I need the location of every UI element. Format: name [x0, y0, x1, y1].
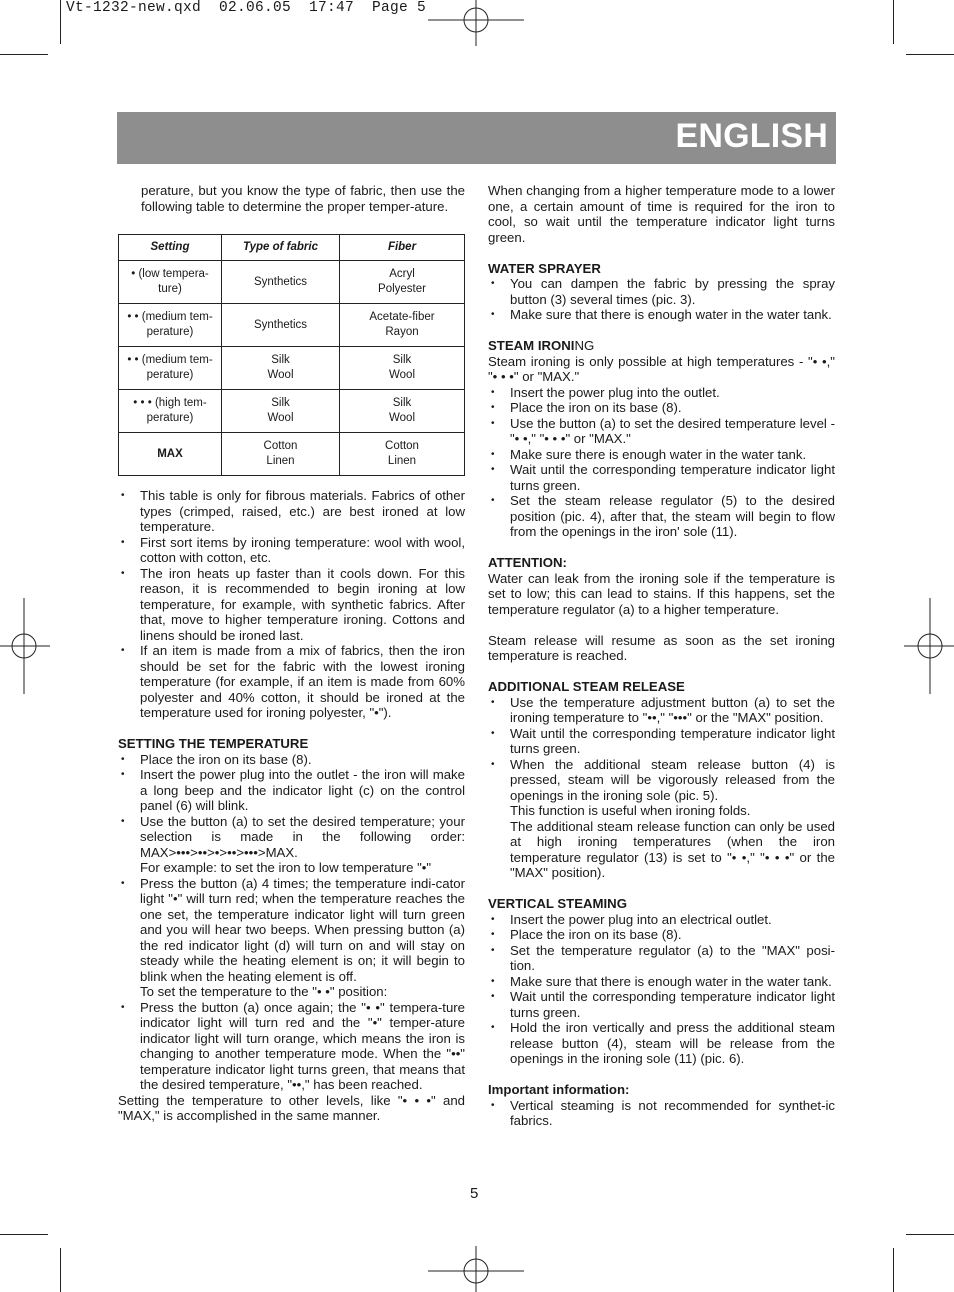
additional-list: [488, 695, 835, 881]
list-item-text: When the additional steam release button (4) is pressed, steam will be vigorously released from the openings in the ironing sole (pic. 5).: [510, 756, 835, 803]
left-intro: perature, but you know the type of fabric, then use the following table to determine the proper temper-ature.: [141, 183, 465, 214]
list-item-note: To set the temperature to the "• •" position:: [140, 984, 388, 999]
registration-mark-left: [0, 598, 50, 694]
list-item: • Hold the iron vertically and press the additional steam release button (4), steam will be release from the openings in the ironing sole (11) (pic. 6).: [488, 1020, 835, 1067]
list-item: • This table is only for fibrous materials. Fabrics of other types (crimped, raised, etc.) are best ironed at low temperature.: [118, 488, 465, 535]
crop-mark: [60, 0, 61, 44]
section-heading: SETTING THE TEMPERATURE: [118, 736, 309, 751]
list-item: • Insert the power plug into an electrical outlet.: [488, 912, 835, 928]
list-item: • Place the iron on its base (8).: [488, 927, 835, 943]
list-item-text: Use the button (a) to set the desired temperature; your selection is made in the following order: MAX>•••>••>•>••>•••>MAX.: [140, 813, 465, 860]
table-cell: Silk Wool: [222, 390, 340, 433]
section-heading: [488, 338, 835, 354]
list-item: • Make sure there is enough water in the water tank.: [488, 447, 835, 463]
table-header: Setting: [119, 235, 222, 261]
steam-intro: Steam ironing is only possible at high temperatures - "• •," "• • •" or "MAX.": [488, 353, 835, 384]
list-item: [488, 757, 835, 881]
crop-mark: [893, 0, 894, 44]
sprayer-list: [488, 276, 835, 323]
list-item-note: This function is useful when ironing folds.: [510, 803, 751, 818]
setting-outro: Setting the temperature to other levels, like "• • •" and "MAX," is accomplished in the same manner.: [118, 1092, 465, 1123]
list-item: • Set the temperature regulator (a) to the "MAX" posi-tion.: [488, 943, 835, 974]
list-item: • Vertical steaming is not recommended for synthet-ic fabrics.: [488, 1098, 835, 1129]
list-item: • Place the iron on its base (8).: [118, 752, 465, 768]
list-item: • Wait until the corresponding temperature indicator light turns green.: [488, 989, 835, 1020]
language-banner: [117, 112, 836, 164]
crop-mark: [906, 1234, 954, 1235]
table-cell: Silk Wool: [340, 347, 465, 390]
table-header-row: [119, 235, 465, 261]
page-number: 5: [470, 1185, 479, 1202]
table-cell: • (low tempera-ture): [119, 261, 222, 304]
crop-mark: [0, 54, 48, 55]
table-cell: Synthetics: [222, 304, 340, 347]
registration-mark-right: [904, 598, 954, 694]
list-item: [118, 876, 465, 1000]
table-cell: Cotton Linen: [340, 433, 465, 476]
list-item: • Use the button (a) to set the desired temperature level - "• •," "• • •" or "MAX.": [488, 416, 835, 447]
list-item-text: Press the button (a) 4 times; the temperature indi-cator light "•" will turn red; when the temperature reaches the one set, the temperature indicator light will turn green and you will hear two beeps. When pressing button (a) the red indicator light (d) will turn on and will stay on steady while the heating element is on; it will begin to blink when the heating element is off.: [140, 875, 465, 984]
section-heading: ADDITIONAL STEAM RELEASE: [488, 679, 685, 694]
table-cell: MAX: [119, 433, 222, 476]
list-item: • Make sure that there is enough water in the water tank.: [488, 974, 835, 990]
section-heading: Important information:: [488, 1082, 630, 1097]
table-row: [119, 304, 465, 347]
table-cell: • • • (high tem-perature): [119, 390, 222, 433]
tips-list: [118, 488, 465, 721]
setting-list: [118, 752, 465, 1093]
left-column: [118, 183, 465, 1124]
list-item: • First sort items by ironing temperature: wool with wool, cotton with cotton, etc.: [118, 535, 465, 566]
attention-text: Water can leak from the ironing sole if the temperature is set to low; this can lead to stains. If this happens, set the temperature regulator (a) to a higher temperature.: [488, 570, 835, 617]
list-item-note: The additional steam release function can only be used at high ironing temperatures (when the iron temperature regulator (13) is set to "• •," "• • •" or the "MAX" position).: [510, 818, 835, 880]
crop-mark: [893, 1248, 894, 1292]
registration-mark-top: [428, 0, 524, 46]
list-item: • Set the steam release regulator (5) to the desired position (pic. 4), after that, the steam will begin to flow from the openings in the iron' sole (11).: [488, 493, 835, 540]
list-item-note: For example: to set the iron to low temperature "•": [140, 860, 432, 875]
vertical-list: [488, 912, 835, 1067]
file-slug: Vt-1232-new.qxd 02.06.05 17:47 Page 5: [66, 0, 427, 16]
table-header: Fiber: [340, 235, 465, 261]
crop-mark: [0, 1234, 48, 1235]
right-column: [488, 183, 835, 1129]
heading-rest-part: NG: [574, 338, 595, 353]
fabric-table: [118, 234, 465, 476]
table-row: [119, 433, 465, 476]
steam-list: [488, 385, 835, 540]
list-item: • Make sure that there is enough water in the water tank.: [488, 307, 835, 323]
list-item: • Insert the power plug into the outlet - the iron will make a long beep and the indicator light (c) on the control panel (6) will blink.: [118, 767, 465, 814]
section-heading: WATER SPRAYER: [488, 260, 601, 276]
heading-bold-part: STEAM IRONI: [488, 338, 575, 353]
table-cell: • • (medium tem-perature): [119, 347, 222, 390]
list-item: • Press the button (a) once again; the "• •" tempera-ture indicator light will turn red and the "•" temper-ature indicator light will turn orange, which means the iron is changing to another temperature mode. When the "••" temperature indicator light turns green, that means that the desired temperature, "••," has been reached.: [118, 1000, 465, 1093]
table-row: [119, 347, 465, 390]
list-item: • The iron heats up faster than it cools down. For this reason, it is recommended to begin ironing at low temperature, for example, with synthetic fabrics. After that, move to higher temperature ironing. Cottons and linens should be ironed last.: [118, 566, 465, 644]
table-cell: Synthetics: [222, 261, 340, 304]
list-item: • Use the temperature adjustment button (a) to set the ironing temperature to "••," "•••" or the "MAX" position.: [488, 695, 835, 726]
table-cell: Silk Wool: [222, 347, 340, 390]
right-intro: When changing from a higher temperature mode to a lower one, a certain amount of time is required for the iron to cool, so wait until the temperature indicator light turns green.: [488, 183, 835, 245]
list-item: • Wait until the corresponding temperature indicator light turns green.: [488, 726, 835, 757]
list-item: • If an item is made from a mix of fabrics, then the iron should be set for the fabric with the lowest ironing temperature (for example, if an item is made from 60% polyester and 40% cotton, it should be ironed at the temperature used for ironing polyester, "•").: [118, 643, 465, 721]
banner-title: ENGLISH: [675, 117, 828, 155]
list-item: • Insert the power plug into the outlet.: [488, 385, 835, 401]
list-item: • Wait until the corresponding temperature indicator light turns green.: [488, 462, 835, 493]
table-cell: Acetate-fiber Rayon: [340, 304, 465, 347]
table-header: Type of fabric: [222, 235, 340, 261]
table-cell: Cotton Linen: [222, 433, 340, 476]
table-row: [119, 261, 465, 304]
table-cell: Acryl Polyester: [340, 261, 465, 304]
crop-mark: [60, 1248, 61, 1292]
section-heading: ATTENTION:: [488, 555, 567, 570]
list-item: • Place the iron on its base (8).: [488, 400, 835, 416]
attention-text-2: Steam release will resume as soon as the set ironing temperature is reached.: [488, 632, 835, 663]
table-cell: Silk Wool: [340, 390, 465, 433]
crop-mark: [906, 54, 954, 55]
registration-mark-bottom: [428, 1246, 524, 1292]
important-list: [488, 1098, 835, 1129]
list-item: • You can dampen the fabric by pressing the spray button (3) several times (pic. 3).: [488, 276, 835, 307]
section-heading: VERTICAL STEAMING: [488, 896, 627, 911]
table-cell: • • (medium tem-perature): [119, 304, 222, 347]
table-row: [119, 390, 465, 433]
list-item: [118, 814, 465, 876]
